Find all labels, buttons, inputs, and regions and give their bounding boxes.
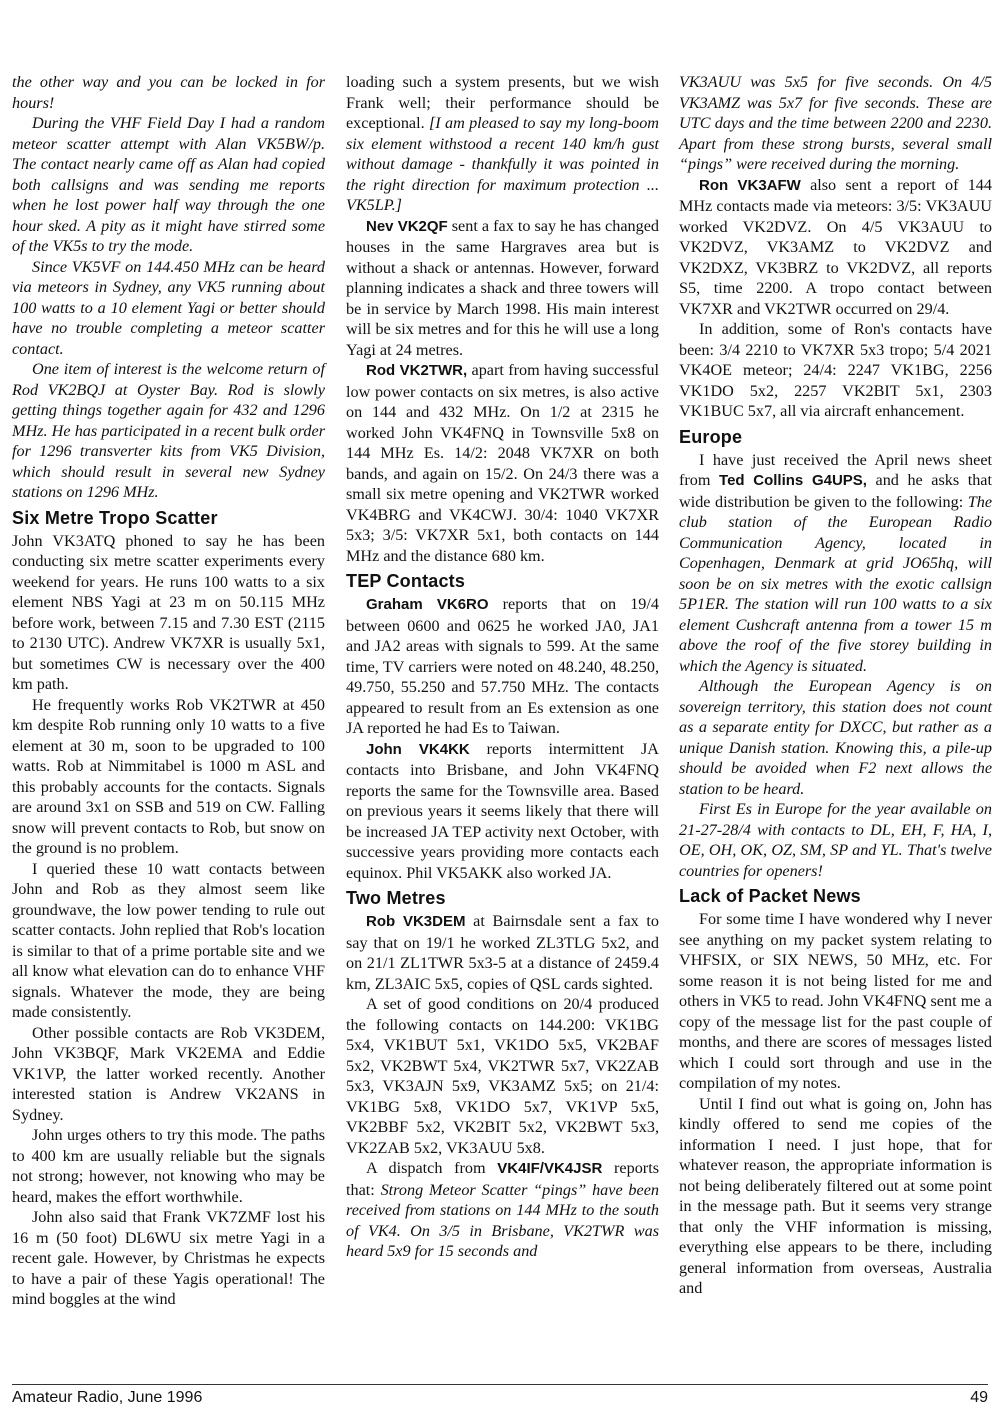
section-heading: Europe [679,426,743,447]
paragraph-text: He frequently works Rob VK2TWR at 450 km despite Rob running only 10 watts to a five element at 30 m, soon to be upgraded to 100 watts. Rob at Nimmitabel is 1000 m ASL and this probably accounts for the contacts. Signals are around 3x1 on SSB and 519 on CW. Falling snow will prevent contacts to Rob, but snow on the ground is no problem. [12,695,325,857]
paragraph-text: and he asks that wide distribution be given to the following: [679,471,992,511]
paragraph-text: Other possible contacts are Rob VK3DEM, John VK3BQF, Mark VK2EMA and Eddie VK1VP, the latter worked recently. Another interested station is Andrew VK2ANS in Sydney. [12,1023,325,1124]
publication-info: Amateur Radio, June 1996 [12,1389,203,1406]
paragraph-text: the other way and you can be locked in for hours! [12,73,325,112]
paragraph-text: also sent a report of 144 MHz contacts made via meteors: 3/5: VK3AUU worked VK2DVZ. On 4/5 VK3AUU to VK2DVZ, VK3AMZ to VK2DVZ and VK2DXZ, VK3BRZ to VK2DVZ, all reports S5, time 2200. A tropo contact between VK7XR and VK2TWR occurred on 29/4. [679,175,992,318]
column-2 [346,72,659,1262]
paragraph-text: Until I find out what is going on, John has kindly offered to send me copies of the information I need. I just hope, that for whatever reason, the appropriate information is not being deliberately filtered out at some point in the message path. But it seems very strange that only the VHF information is missing, everything else appears to be there, including general information from overseas, Australia and [679,1094,992,1297]
section-heading: Two Metres [346,888,446,908]
paragraph [346,216,659,361]
paragraph [346,594,659,739]
column-3 [679,72,992,1299]
callsign-lead: Rob VK3DEM [366,913,466,930]
paragraph [679,676,992,799]
callsign-lead: Graham VK6RO [366,596,489,613]
paragraph-text: reports that: [346,1159,659,1199]
paragraph-text: sent a fax to say he has changed houses in the same Hargraves area but is without a shack or antennas. However, forward planning indicates a shack and three towers will be in service by March 1998. His main interest will be six metres and for this he will use a long Yagi at 24 metres. [346,216,659,359]
paragraph-text: VK3AUU was 5x5 for five seconds. On 4/5 VK3AMZ was 5x7 for five seconds. These are UTC days and the time between 2200 and 2230. Apart from these strong bursts, several small “pings” were received during the morning. [679,73,992,173]
paragraph [12,72,325,113]
page-number: 49 [970,1389,988,1406]
paragraph-text: reports that on 19/4 between 0600 and 0625 he worked JA0, JA1 and JA2 areas with signals to 599. At the same time, TV carriers were noted on 48.240, 48.250, 49.750, 55.250 and 57.750 MHz. The contacts appeared to result from an Es extension as one JA reported he had Es to Taiwan. [346,595,659,737]
section-heading: Six Metre Tropo Scatter [12,507,218,528]
paragraph [679,1094,992,1299]
paragraph [346,911,659,994]
paragraph [346,360,659,566]
quoted-text: [I am pleased to say my long-boom six element withstood a recent 140 km/h gust without damage - thankfully it was pointed in the right direction for maximum protection ... VK5LP.] [346,114,659,214]
callsign-inline: VK4IF/VK4JSR [497,1160,603,1177]
paragraph-text: I have just received the April news sheet from [679,450,992,489]
paragraph [12,113,325,257]
paragraph-text: Since VK5VF on 144.450 MHz can be heard via meteors in Sydney, any VK5 running about 100 watts to a 10 element Yagi or better should have no trouble completing a meteor scatter contact. [12,257,325,358]
paragraph-text: apart from having successful low power contacts on six metres, is also active on 144 and 432 MHz. On 1/2 at 2315 he worked John VK4FNQ in Townsville 5x8 on 144 MHz Es. 14/2: 2048 VK7XR on both bands, and again on 15/2. On 24/3 there was a small six metre opening and VK2TWR worked VK4BRG and VK4CWJ. 30/4: 1040 VK7XR 5x3; 3/5: VK7XR 5x1, both contacts on 144 MHz and the distance 680 km. [346,361,660,565]
paragraph-text: During the VHF Field Day I had a random meteor scatter attempt with Alan VK5BW/p. The contact nearly came off as Alan had copied both callsigns and was sending me reports when he lost power half way through the one hour sked. A pity as it might have stirred some of the VK5s to try the mode. [12,114,325,255]
paragraph-text: First Es in Europe for the year available on 21-27-28/4 with contacts to DL, EH, F, HA, I, OE, OH, OK, OZ, SM, SP and YL. That's twelve countries for openers! [679,800,992,880]
quoted-text: Strong Meteor Scatter “pings” have been received from stations on 144 MHz to the south of VK4. On 3/5 in Brisbane, VK2TWR was heard 5x9 for 15 seconds and [346,1180,659,1260]
callsign-inline: Ted Collins G4UPS, [719,472,867,489]
page-footer [12,1384,988,1406]
quoted-text: The club station of the European Radio Communication Agency, located in Copenhagen, Denmark at grid JO65hq, will soon be on six metres with the exotic callsign 5P1ER. The station will run 100 watts to a six element Cushcraft antenna from a tower 15 m above the roof of the five storey building in which the Agency is situated. [679,492,993,675]
paragraph-text: John urges others to try this mode. The paths to 400 km are usually reliable but the signals not strong; however, not knowing who may be heard, makes the effort worthwhile. [12,1126,325,1206]
paragraph [346,72,659,216]
paragraph [679,909,992,1094]
paragraph [12,695,325,859]
paragraph-text: One item of interest is the welcome return of Rod VK2BQJ at Oyster Bay. Rod is slowly getting things together again for 432 and 1296 MHz. He has participated in a recent bulk order for 1296 transverter kits from VK5 Division, which should result in several new Sydney stations on 1296 MHz. [12,360,325,501]
paragraph-text: A dispatch from [366,1159,498,1177]
paragraph [346,739,659,884]
paragraph-text: In addition, some of Ron's contacts have been: 3/4 2210 to VK7XR 5x3 tropo; 5/4 2021 VK4OE meteor; 24/4: 2247 VK1BG, 2256 VK1DO 5x2, 2257 VK2BIT 5x1, 2303 VK1BUC 5x7, all via aircraft enhancement. [679,320,992,420]
paragraph [346,1158,659,1262]
paragraph [12,859,325,1023]
paragraph-text: reports intermittent JA contacts into Brisbane, and John VK4FNQ reports the same for the Townsville area. Based on previous years it seems likely that there will be increased JA TEP activity next October, with successive years providing more contacts each equinox. Phil VK5AKK also worked JA. [346,739,659,882]
paragraph [679,175,992,320]
paragraph [12,257,325,360]
paragraph [346,994,659,1158]
paragraph-text: John also said that Frank VK7ZMF lost his 16 m (50 foot) DL6WU six metre Yagi in a recent gale. However, by Christmas he expects to have a pair of these Yagis operational! The mind boggles at the wind [12,1208,325,1308]
paragraph [12,1125,325,1207]
paragraph-text: A set of good conditions on 20/4 produced the following contacts on 144.200: VK1BG 5x4, VK1BUT 5x1, VK1DO 5x5, VK2BAF 5x2, VK2BWT 5x4, VK2TWR 5x7, VK2ZAB 5x3, VK3AJN 5x9, VK3AMZ 5x5; on 21/4: VK1BG 5x8, VK1DO 5x7, VK1VP 5x5, VK2BBF 5x2, VK2BIT 5x2, VK2BWT 5x3, VK2ZAB 5x2, VK3AUU 5x8. [346,995,659,1157]
paragraph [12,1023,325,1126]
paragraph-text: at Bairnsdale sent a fax to say that on 19/1 he worked ZL3TLG 5x2, and on 21/1 ZL1TWR 5x3-5 at a distance of 2459.4 km, ZL3AIC 5x5, copies of QSL cards sighted. [346,912,659,993]
paragraph [679,72,992,175]
paragraph-text: Although the European Agency is on sovereign territory, this station does not count as a separate entity for DXCC, but rather as a unique Danish station. Knowing this, a pile-up should be avoided when F2 next allows the station to be heard. [679,677,992,798]
section-heading: TEP Contacts [346,571,466,591]
section-heading: Lack of Packet News [679,886,861,906]
paragraph [12,359,325,503]
paragraph [679,799,992,881]
callsign-lead: Rod VK2TWR, [366,362,468,379]
paragraph [679,450,992,677]
callsign-lead: Ron VK3AFW [699,176,801,194]
paragraph [12,1207,325,1310]
callsign-lead: Nev VK2QF [366,217,448,235]
paragraph-text: I queried these 10 watt contacts between John and Rob as they almost seem like groundwave, the low power tending to rule out scatter contacts. John replied that Rob's location is similar to that of a prime portable site and we all know what elevation can do to enhance VHF signals. Whatever the mode, they are being made consistently. [12,859,325,1021]
paragraph [679,319,992,422]
paragraph-text: For some time I have wondered why I never see anything on my packet system relating to VHFSIX, or SIX NEWS, 50 MHz, etc. For some reason it is not being listed for me and others in VK5 to read. John VK4FNQ sent me a copy of the message list for the past couple of months, and there are scores of messages listed which I could sort through and use in the compilation of my notes. [679,910,992,1092]
column-1 [12,72,325,1310]
paragraph-text: John VK3ATQ phoned to say he has been conducting six metre scatter experiments every weekend for years. He runs 100 watts to a six element NBS Yagi at 23 m on 50.115 MHz before work, between 7.15 and 7.30 EST (2115 to 2130 UTC). Andrew VK7XR is usually 5x1, but sometimes CW is necessary over the 400 km path. [12,531,325,693]
paragraph [12,531,325,695]
paragraph-text: loading such a system presents, but we wish Frank well; their performance should be exceptional. [346,73,659,132]
callsign-lead: John VK4KK [366,740,470,758]
